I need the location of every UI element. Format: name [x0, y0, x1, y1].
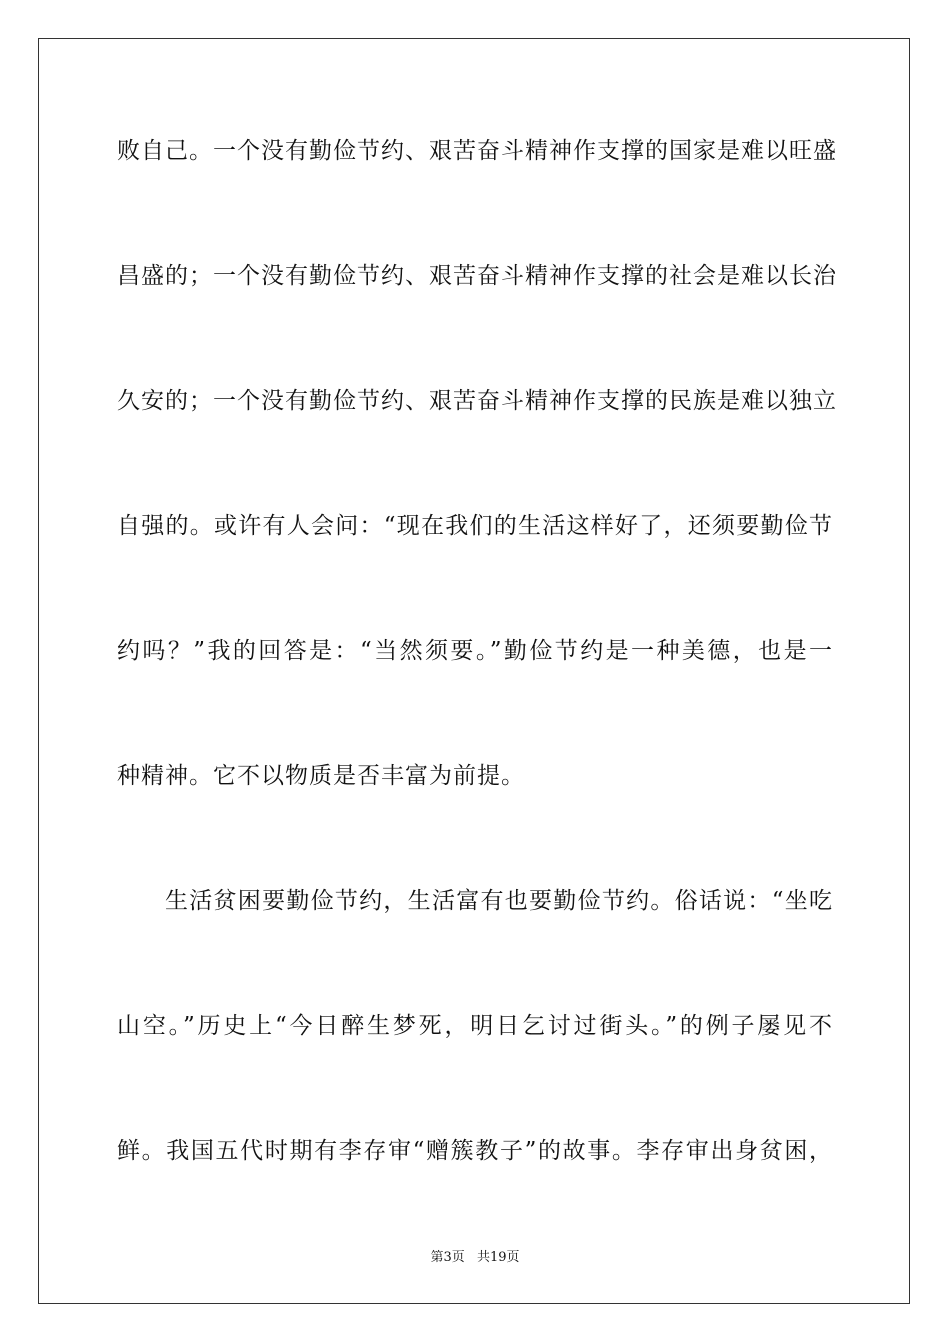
- paragraph-first-line: 生活贫困要勤俭节约，生活富有也要勤俭节约。俗话说：“坐吃: [165, 888, 833, 914]
- text-line: 种精神。它不以物质是否丰富为前提。: [117, 763, 525, 789]
- text-line: 败自己。一个没有勤俭节约、艰苦奋斗精神作支撑的国家是难以旺盛: [117, 138, 837, 164]
- total-pages: 共19页: [476, 1250, 520, 1265]
- document-body: [117, 128, 837, 1253]
- text-line: 山空。”历史上“今日醉生梦死，明日乞讨过街头。”的例子屡见不: [117, 1013, 833, 1039]
- text-line: 自强的。或许有人会问：“现在我们的生活这样好了，还须要勤俭节: [117, 513, 833, 539]
- text-line: 鲜。我国五代时期有李存审“赠簇教子”的故事。李存审出身贫困，: [117, 1138, 833, 1164]
- text-line: 约吗？”我的回答是：“当然须要。”勤俭节约是一种美德，也是一: [117, 638, 833, 664]
- text-line: 昌盛的；一个没有勤俭节约、艰苦奋斗精神作支撑的社会是难以长治: [117, 263, 837, 289]
- text-line: 久安的；一个没有勤俭节约、艰苦奋斗精神作支撑的民族是难以独立: [117, 388, 837, 414]
- page-number: 第3页: [430, 1250, 465, 1265]
- page-footer: [0, 1246, 950, 1265]
